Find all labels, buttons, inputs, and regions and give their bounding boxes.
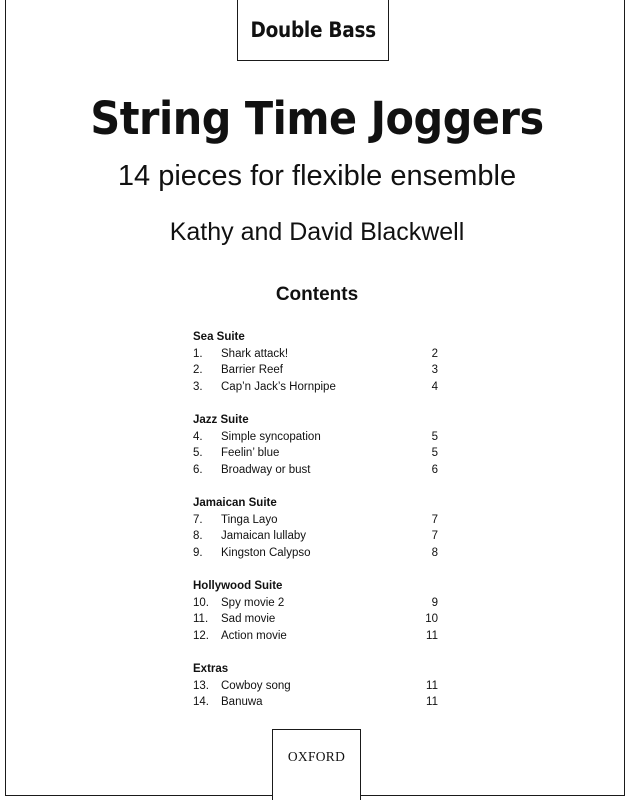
- toc-title: Cowboy song: [221, 679, 291, 692]
- toc-number: 4.: [193, 430, 203, 443]
- toc-number: 3.: [193, 380, 203, 393]
- toc-page: 5: [431, 447, 438, 459]
- toc-number: 6.: [193, 463, 203, 476]
- toc-title: Sad movie: [221, 613, 276, 625]
- toc-page: 9: [431, 596, 438, 609]
- toc-title: Action movie: [221, 629, 287, 642]
- toc-number: 5.: [193, 447, 203, 459]
- toc-row: [193, 628, 453, 645]
- instrument-label: Double Bass: [250, 18, 376, 42]
- toc-title: Shark attack!: [221, 347, 289, 360]
- toc-row: [193, 545, 453, 562]
- toc-number: 1.: [193, 347, 203, 360]
- toc-page: 3: [431, 364, 438, 376]
- publisher-logo-box: [272, 729, 361, 800]
- toc-page: 5: [431, 430, 438, 443]
- toc-title: Banuwa: [221, 696, 263, 708]
- toc-title: Spy movie 2: [221, 596, 285, 609]
- toc-number: 10.: [193, 596, 209, 609]
- toc-row: [193, 694, 453, 711]
- toc-title: Cap’n Jack’s Hornpipe: [221, 380, 336, 393]
- toc-title: Tinga Layo: [221, 513, 278, 526]
- toc-row: [193, 595, 453, 612]
- suite-title: Sea Suite: [193, 331, 245, 343]
- toc-title: Barrier Reef: [221, 364, 283, 376]
- toc-number: 14.: [193, 696, 209, 708]
- book-authors: Kathy and David Blackwell: [169, 218, 465, 246]
- toc-title: Broadway or bust: [221, 463, 311, 476]
- suite-title: Hollywood Suite: [193, 580, 283, 592]
- publisher-logo: OXFORD: [287, 749, 346, 764]
- toc-number: 13.: [193, 679, 209, 692]
- toc-page: 11: [426, 629, 438, 642]
- toc-row: [193, 462, 453, 479]
- toc-row: [193, 429, 453, 446]
- toc-page: 10: [425, 613, 438, 625]
- toc-number: 8.: [193, 530, 203, 542]
- toc-title: Feelin’ blue: [221, 447, 280, 459]
- toc-page: 11: [426, 679, 438, 692]
- toc-page: 7: [431, 530, 438, 542]
- suite-section: [193, 578, 453, 644]
- toc-title: Jamaican lullaby: [221, 530, 307, 542]
- toc-page: 4: [431, 380, 438, 393]
- toc-number: 2.: [193, 364, 203, 376]
- instrument-label-box: [237, 0, 389, 61]
- toc-title: Kingston Calypso: [221, 546, 311, 559]
- toc-row: [193, 512, 453, 529]
- suite-section: [193, 661, 453, 711]
- toc-row: [193, 362, 453, 379]
- suite-section: [193, 495, 453, 561]
- toc-title: Simple syncopation: [221, 430, 321, 443]
- toc-number: 7.: [193, 513, 203, 526]
- suite-section: [193, 412, 453, 478]
- suite-title: Extras: [193, 663, 229, 675]
- toc-row: [193, 528, 453, 545]
- suite-title: Jazz Suite: [193, 414, 249, 426]
- toc-number: 12.: [193, 629, 209, 642]
- toc-page: 8: [431, 546, 438, 559]
- toc-page: 11: [426, 696, 438, 708]
- toc-row: [193, 346, 453, 363]
- contents-heading: Contents: [275, 284, 359, 305]
- book-subtitle: 14 pieces for flexible ensemble: [117, 160, 517, 192]
- toc-page: 2: [431, 347, 438, 360]
- table-of-contents: [193, 329, 453, 728]
- toc-number: 11.: [193, 613, 209, 625]
- toc-row: [193, 445, 453, 462]
- toc-number: 9.: [193, 546, 203, 559]
- toc-row: [193, 379, 453, 396]
- toc-page: 6: [431, 463, 438, 476]
- toc-page: 7: [431, 513, 438, 526]
- toc-row: [193, 611, 453, 628]
- suite-title: Jamaican Suite: [193, 497, 277, 509]
- toc-row: [193, 678, 453, 695]
- suite-section: [193, 329, 453, 395]
- book-title: String Time Joggers: [90, 92, 544, 145]
